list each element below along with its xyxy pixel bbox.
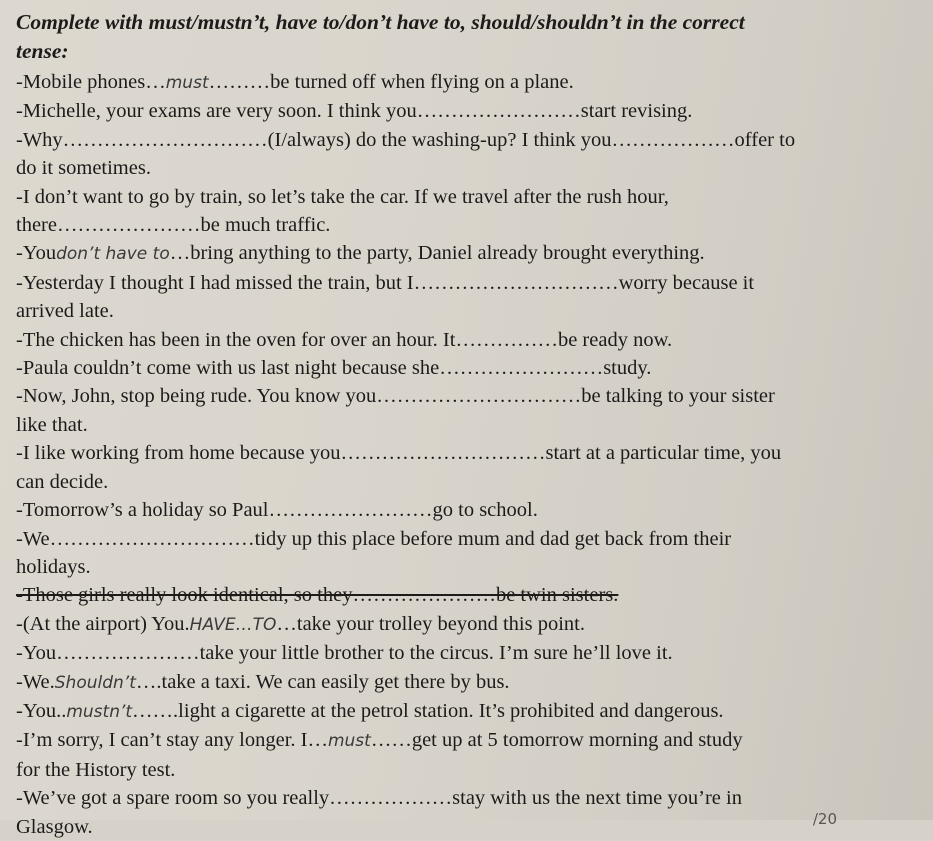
- exercise-text: …take your trolley beyond this point.: [276, 612, 585, 635]
- exercise-text: can decide.: [16, 470, 109, 493]
- exercise-line: [16, 581, 919, 609]
- exercise-line: [16, 553, 919, 581]
- exercise-item: [16, 239, 919, 268]
- exercise-line: [16, 68, 919, 97]
- exercise-text: ………be turned off when flying on a plane.: [208, 71, 574, 93]
- exercise-item: [16, 183, 919, 240]
- exercise-line: [16, 697, 919, 726]
- exercise-item: [16, 269, 919, 326]
- exercise-line: [16, 297, 919, 325]
- exercise-line: [16, 610, 919, 639]
- exercise-item: [16, 97, 919, 125]
- handwritten-answer: must: [327, 731, 371, 752]
- exercise-text: -(At the airport) You.: [16, 612, 190, 635]
- exercise-line: [16, 784, 919, 812]
- exercise-item: [16, 525, 919, 582]
- instructions-title: [16, 8, 919, 66]
- exercise-text: -Why…………………………(I/always) do the washing-up? I think you………………offer to: [16, 128, 796, 151]
- exercise-text: -You..: [16, 699, 67, 722]
- exercise-item: [16, 126, 919, 183]
- exercise-item: [16, 581, 919, 609]
- exercise-text: -Yesterday I thought I had missed the train, but I…………………………worry because it: [16, 271, 755, 294]
- handwritten-answer: mustn’t: [66, 701, 133, 722]
- exercise-line: [16, 439, 919, 467]
- exercise-line: [16, 468, 919, 496]
- exercise-line: [16, 126, 919, 154]
- exercise-line: [16, 496, 919, 524]
- exercise-text: -Mobile phones…: [16, 71, 166, 93]
- exercise-line: [16, 726, 919, 755]
- exercise-line: [16, 668, 919, 697]
- title-line-1: Complete with must/mustn’t, have to/don’t have to, should/shouldn’t in the correct: [16, 10, 745, 34]
- exercise-text: ……get up at 5 tomorrow morning and study: [370, 729, 743, 752]
- title-line-2: tense:: [16, 39, 69, 63]
- exercise-item: [16, 354, 919, 382]
- score-mark: /20: [812, 810, 837, 828]
- exercise-line: [16, 354, 919, 382]
- exercise-line: [16, 639, 919, 667]
- exercise-item: [16, 639, 919, 667]
- exercise-text: -We’ve got a spare room so you really………………stay with us the next time you’re in: [16, 787, 742, 810]
- exercise-item: [16, 326, 919, 354]
- exercise-text: …bring anything to the party, Daniel already brought everything.: [169, 242, 705, 265]
- exercise-line: [16, 382, 919, 410]
- exercise-text: -We…………………………tidy up this place before mum and dad get back from their: [16, 527, 732, 550]
- exercise-text: -I like working from home because you…………………………start at a particular time, you: [16, 442, 782, 465]
- exercise-text: -You: [16, 242, 57, 265]
- exercise-item: [16, 439, 919, 496]
- exercise-line: [16, 525, 919, 553]
- exercise-line: [16, 154, 919, 182]
- exercise-item: [16, 382, 919, 439]
- exercise-line: [16, 211, 919, 239]
- exercise-item: [16, 668, 919, 697]
- handwritten-answer: don’t have to: [56, 244, 170, 265]
- exercise-item: [16, 784, 919, 841]
- exercise-text: -I don’t want to go by train, so let’s take the car. If we travel after the rush hour,: [16, 185, 669, 208]
- exercise-text: like that.: [16, 413, 88, 436]
- handwritten-answer: HAVE…TO: [189, 614, 277, 635]
- exercise-line: [16, 756, 919, 784]
- exercise-text: …….light a cigarette at the petrol station. It’s prohibited and dangerous.: [132, 699, 724, 722]
- exercise-line: [16, 411, 919, 439]
- exercise-text: holidays.: [16, 555, 91, 578]
- exercise-line: [16, 326, 919, 354]
- exercise-text: for the History test.: [16, 758, 176, 781]
- exercise-item: [16, 697, 919, 726]
- exercise-text: -Now, John, stop being rude. You know you…………………………be talking to your sister: [16, 385, 775, 408]
- exercise-line: [16, 269, 919, 297]
- exercise-line: [16, 813, 919, 841]
- exercise-text: do it sometimes.: [16, 157, 151, 180]
- exercise-text: -Michelle, your exams are very soon. I think you……………………start revising.: [16, 100, 693, 123]
- exercise-text: -We.: [16, 670, 55, 693]
- exercise-text: -Tomorrow’s a holiday so Paul……………………go to school.: [16, 499, 538, 522]
- exercise-line: [16, 97, 919, 125]
- exercise-item: [16, 68, 919, 97]
- exercise-line: [16, 183, 919, 211]
- exercise-text: there…………………be much traffic.: [16, 214, 331, 237]
- exercise-text: ….take a taxi. We can easily get there by bus.: [135, 670, 510, 693]
- exercise-text: arrived late.: [16, 300, 114, 323]
- exercise-text: -You…………………take your little brother to the circus. I’m sure he’ll love it.: [16, 642, 673, 665]
- exercise-item: [16, 726, 919, 784]
- exercise-text: -Paula couldn’t come with us last night because she……………………study.: [16, 357, 652, 380]
- exercise-line: [16, 239, 919, 268]
- exercise-text: -The chicken has been in the oven for over an hour. It……………be ready now.: [16, 328, 673, 351]
- exercise-list: [16, 68, 919, 841]
- exercise-text: -Those girls really look identical, so they…………………be twin sisters.: [16, 584, 619, 607]
- handwritten-answer: must: [165, 73, 209, 93]
- exercise-text: Glasgow.: [16, 815, 93, 838]
- exercise-text: -I’m sorry, I can’t stay any longer. I…: [16, 729, 328, 752]
- exercise-item: [16, 610, 919, 639]
- exercise-item: [16, 496, 919, 524]
- handwritten-answer: Shouldn’t: [54, 672, 136, 693]
